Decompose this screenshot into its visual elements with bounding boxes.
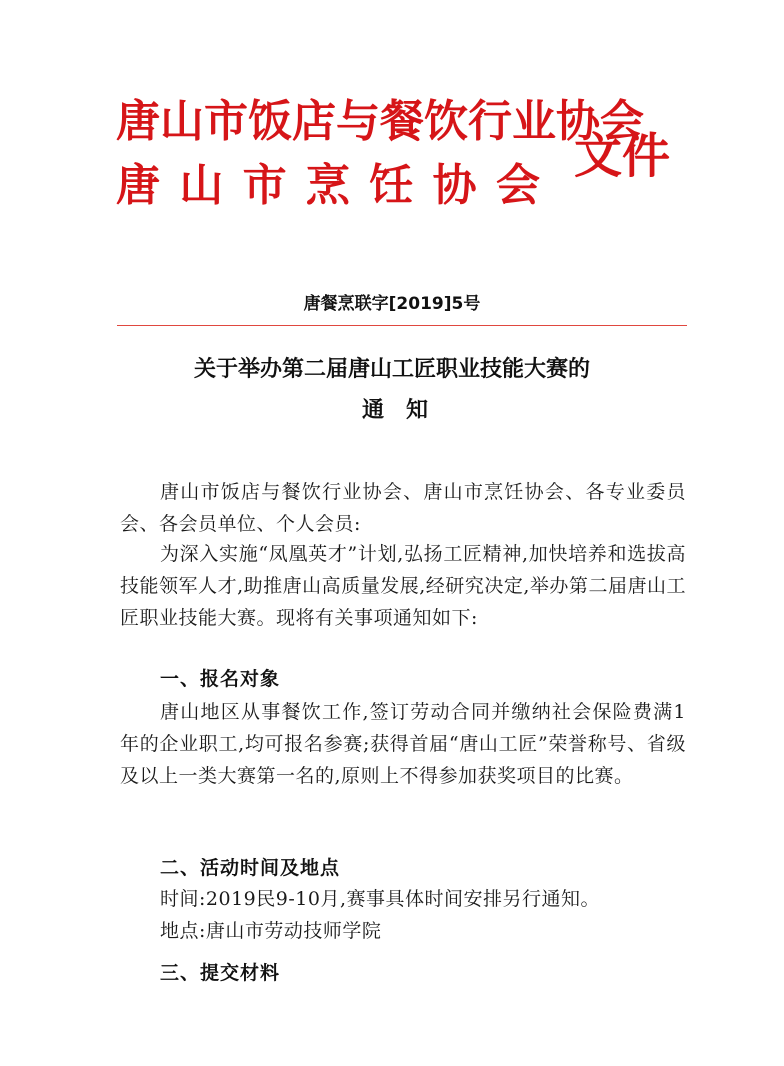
section-heading-1: 一、报名对象: [160, 668, 281, 690]
red-divider: [117, 325, 687, 326]
issuing-org-1: 唐山市饭店与餐饮行业协会: [116, 96, 644, 147]
issuing-org-2-char: 山: [179, 160, 224, 211]
issuing-org-2-char: 饪: [369, 160, 414, 211]
event-place: 地点:唐山市劳动技师学院: [160, 920, 382, 942]
document-type-label: 文件: [574, 128, 671, 184]
section-1-paragraph: 唐山地区从事餐饮工作,签订劳动合同并缴纳社会保险费满1年的企业职工,均可报名参赛;获得首届“唐山工匠”荣誉称号、省级及以上一类大赛第一名的,原则上不得参加获奖项目的比赛。: [120, 701, 686, 787]
notice-title-suffix: 通知: [362, 398, 451, 423]
section-heading-3: 三、提交材料: [160, 962, 281, 984]
issuing-org-2-char: 会: [495, 160, 540, 211]
issuing-org-2-char: 市: [242, 160, 287, 211]
notice-title: 关于举办第二届唐山工匠职业技能大赛的: [193, 357, 590, 382]
issuing-org-2-char: 唐: [116, 160, 160, 211]
event-time: 时间:2019民9-10月,赛事具体时间安排另行通知。: [160, 888, 600, 910]
issuing-org-2-char: 烹: [305, 160, 350, 211]
section-heading-2: 二、活动时间及地点: [160, 857, 341, 879]
intro-paragraph: 为深入实施“凤凰英才”计划,弘扬工匠精神,加快培养和选拔高技能领军人才,助推唐山高质量发展,经研究决定,举办第二届唐山工匠职业技能大赛。现将有关事项通知如下:: [120, 543, 686, 629]
issuing-org-2: [116, 160, 540, 211]
document-number: 唐餐烹联字[2019]5号: [303, 294, 481, 314]
addressee-paragraph: 唐山市饭店与餐饮行业协会、唐山市烹饪协会、各专业委员会、各会员单位、个人会员:: [120, 481, 686, 535]
issuing-org-2-char: 协: [432, 160, 477, 211]
document-header: [0, 0, 784, 240]
